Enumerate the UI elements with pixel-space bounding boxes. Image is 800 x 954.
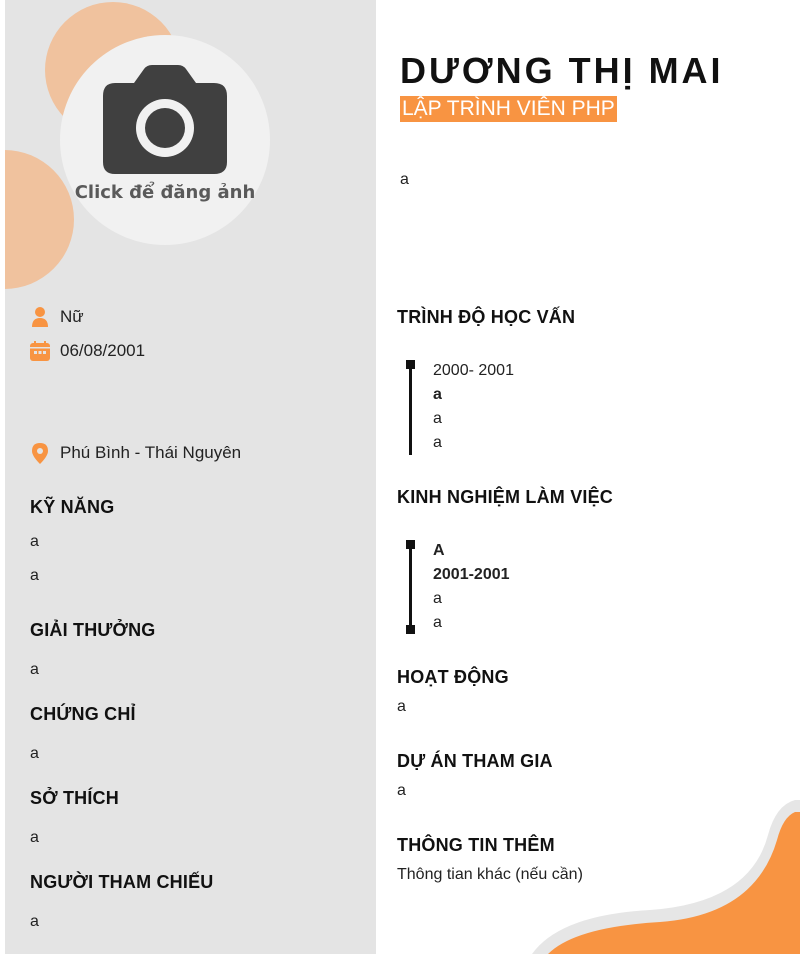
timeline-line xyxy=(409,360,412,455)
education-detail: a xyxy=(433,434,442,451)
certificates-text: a xyxy=(30,745,39,762)
skill-item: a xyxy=(30,533,39,550)
experience-position: a xyxy=(433,590,442,607)
awards-title: GIẢI THƯỞNG xyxy=(30,620,156,640)
job-title: LẬP TRÌNH VIÊN PHP xyxy=(402,97,615,120)
gender-row xyxy=(30,306,84,328)
extra-info-text: Thông tian khác (nếu cần) xyxy=(397,866,583,883)
avatar-upload-label: Click để đăng ảnh xyxy=(74,182,256,203)
extra-info-title: THÔNG TIN THÊM xyxy=(397,835,555,855)
hobbies-title: SỞ THÍCH xyxy=(30,788,119,808)
education-timeline xyxy=(406,360,414,456)
awards-text: a xyxy=(30,661,39,678)
experience-company: A xyxy=(433,542,445,559)
certificates-title: CHỨNG CHỈ xyxy=(30,704,136,724)
timeline-marker xyxy=(406,625,415,634)
experience-title: KINH NGHIỆM LÀM VIỆC xyxy=(397,487,614,507)
timeline-line xyxy=(409,540,412,634)
experience-detail: a xyxy=(433,614,442,631)
candidate-name: DƯƠNG THỊ MAI xyxy=(400,50,724,91)
location-pin-icon xyxy=(30,442,50,464)
skill-item: a xyxy=(30,567,39,584)
activities-text: a xyxy=(397,698,406,715)
career-objective: a xyxy=(400,171,409,188)
address-row xyxy=(30,442,241,464)
experience-timeline xyxy=(406,540,414,636)
gender-value: Nữ xyxy=(60,307,84,326)
sidebar xyxy=(5,0,376,954)
dob-row xyxy=(30,340,145,362)
references-title: NGƯỜI THAM CHIẾU xyxy=(30,872,214,892)
skills-title: KỸ NĂNG xyxy=(30,497,115,517)
experience-period: 2001-2001 xyxy=(433,566,510,583)
calendar-icon xyxy=(30,340,50,362)
hobbies-text: a xyxy=(30,829,39,846)
education-major: a xyxy=(433,410,442,427)
camera-icon xyxy=(102,65,228,175)
dob-value: 06/08/2001 xyxy=(60,341,146,360)
education-title: TRÌNH ĐỘ HỌC VẤN xyxy=(397,307,576,327)
projects-title: DỰ ÁN THAM GIA xyxy=(397,751,553,771)
references-text: a xyxy=(30,913,39,930)
activities-title: HOẠT ĐỘNG xyxy=(397,667,509,687)
user-icon xyxy=(30,306,50,328)
avatar-upload[interactable] xyxy=(60,35,270,245)
address-value: Phú Bình - Thái Nguyên xyxy=(60,443,242,462)
projects-text: a xyxy=(397,782,406,799)
education-school: a xyxy=(433,386,442,403)
education-period: 2000- 2001 xyxy=(433,362,514,379)
